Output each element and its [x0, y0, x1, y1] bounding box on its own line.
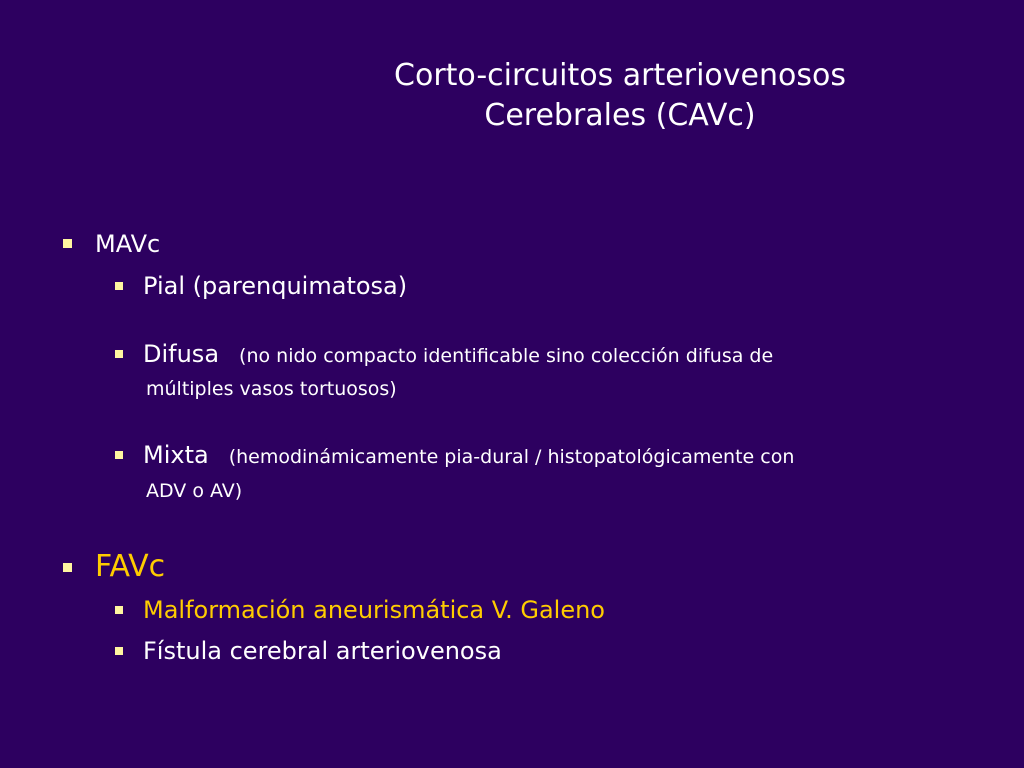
- item-note: (no nido compacto identificable sino colección difusa de: [239, 345, 774, 367]
- bullet-square-icon: [115, 451, 123, 459]
- bullet-square-icon: [115, 606, 123, 614]
- item-label: Malformación aneurismática V. Galeno: [143, 596, 605, 624]
- title-line-1: Corto-circuitos arteriovenosos: [394, 58, 846, 93]
- bullet-square-icon: [115, 282, 123, 290]
- item-label: Fístula cerebral arteriovenosa: [143, 637, 502, 665]
- item-note-continuation: múltiples vasos tortuosos): [146, 378, 397, 400]
- item-label: Difusa: [143, 340, 220, 368]
- item-note-continuation: ADV o AV): [146, 480, 243, 502]
- list-item-fistula: [115, 637, 502, 665]
- item-label: Mixta: [143, 441, 209, 469]
- bullet-square-icon: [115, 647, 123, 655]
- list-item-difusa: [115, 340, 773, 368]
- bullet-square-icon: [63, 239, 72, 248]
- bullet-square-icon: [115, 350, 123, 358]
- item-label: MAVc: [95, 230, 161, 258]
- list-item-galeno: [115, 596, 605, 624]
- slide-title: [240, 56, 1000, 136]
- list-item-mixta: [115, 441, 794, 469]
- list-item-mavc: [63, 230, 160, 258]
- list-item-pial: [115, 272, 407, 300]
- item-label: FAVc: [95, 549, 166, 584]
- item-note: (hemodinámicamente pia-dural / histopatológicamente con: [228, 446, 795, 468]
- item-label: Pial (parenquimatosa): [143, 272, 408, 300]
- list-item-favc: [63, 549, 165, 584]
- title-line-2: Cerebrales (CAVc): [484, 98, 756, 133]
- bullet-square-icon: [63, 563, 72, 572]
